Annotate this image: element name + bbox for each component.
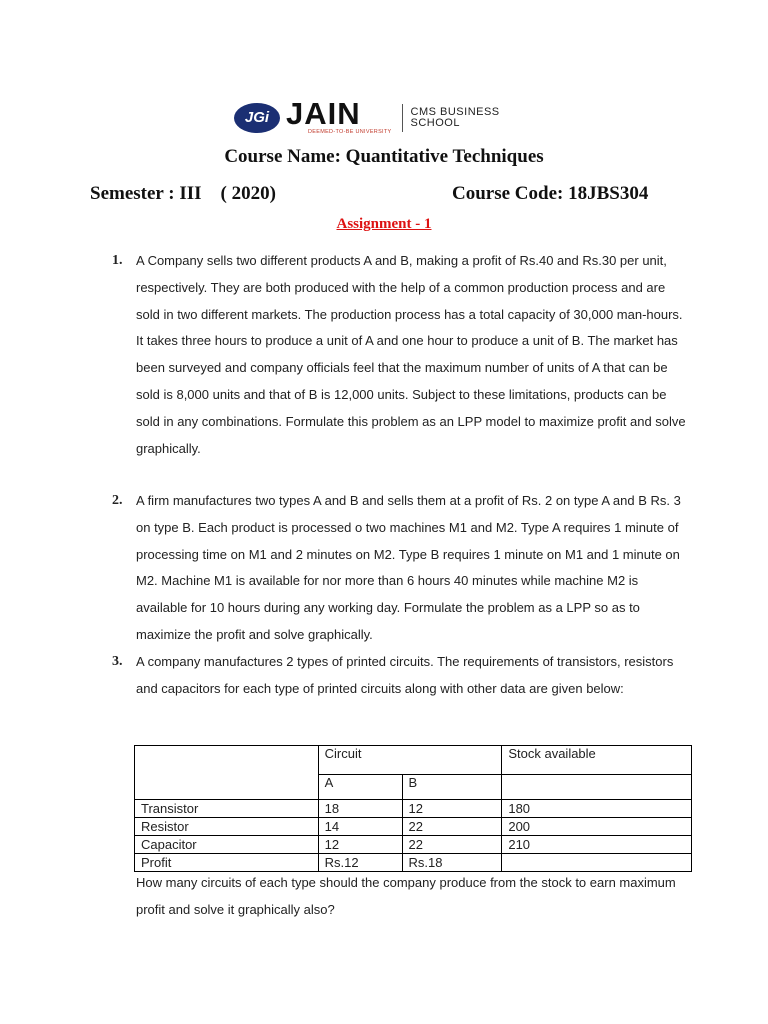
course-code-heading: Course Code: 18JBS304 [452,183,649,204]
row-label: Capacitor [135,836,319,854]
stock-value: 180 [502,800,692,818]
circuit-b-header-cell: B [402,775,502,800]
row-label: Resistor [135,818,319,836]
logo-divider [402,104,403,132]
stock-value: 200 [502,818,692,836]
question-text: A firm manufactures two types A and B and sells them at a profit of Rs. 2 on type A and B Rs. 3 on type B. Each product is processed o two machines M1 and M2. Type A requires 1 minute of processing time on M1 and 2 minutes on M2. Type B requires 1 minute on M1 and 1 minute on M2. Machine M1 is available for nor more than 6 hours 40 minutes while machine M2 is available for 10 hours during any working day. Formulate the problem as a LPP so as to maximize the profit and solve graphically. [136,493,681,642]
table-row [135,836,692,854]
circuit-a-header-cell: A [318,775,402,800]
school-name-line-2: SCHOOL [410,116,460,129]
question-2 [112,488,692,649]
question-number: 3. [112,654,123,669]
circuit-a-value: 14 [318,818,402,836]
semester-heading: Semester : III ( 2020) [90,183,276,204]
stock-header-cell: Stock available [502,746,692,775]
school-name [411,107,500,129]
table-header-row [135,746,692,775]
jgi-logo-badge: JGi [234,103,280,133]
circuit-a-value: 12 [318,836,402,854]
circuit-b-value: 22 [402,836,502,854]
question-number: 2. [112,493,123,508]
assignment-title: Assignment - 1 [336,216,432,232]
table-corner-cell [135,746,319,800]
circuit-header-cell: Circuit [318,746,502,775]
circuit-a-value: Rs.12 [318,854,402,872]
row-label: Transistor [135,800,319,818]
question-3 [112,649,692,703]
closing-question-text: How many circuits of each type should the company produce from the stock to earn maximum profit and solve it graphically also? [136,875,676,917]
jain-logo-subtitle: DEEMED-TO-BE UNIVERSITY [308,129,392,135]
school-name-line-1: CMS BUSINESS [410,105,500,118]
jain-logo-word: JAIN [286,96,361,131]
course-name-heading: Course Name: Quantitative Techniques [224,146,544,167]
circuit-a-value: 18 [318,800,402,818]
circuit-b-value: 12 [402,800,502,818]
jain-wordmark [286,96,392,135]
table-row [135,800,692,818]
circuit-b-value: Rs.18 [402,854,502,872]
circuit-b-value: 22 [402,818,502,836]
stock-empty-cell [502,775,692,800]
question-number: 1. [112,253,123,268]
question-text: A company manufactures 2 types of printed circuits. The requirements of transistors, resistors and capacitors for each type of printed circuits along with other data are given below: [136,654,674,696]
question-1 [112,248,692,462]
question-text: A Company sells two different products A and B, making a profit of Rs.40 and Rs.30 per unit, respectively. They are both produced with the help of a common production process and are sold in two different markets. The production process has a total capacity of 30,000 man-hours. It takes three hours to produce a unit of A and one hour to produce a unit of B. The market has been surveyed and company officials feel that the maximum number of units of A that can be sold is 8,000 units and that of B is 12,000 units. Subject to these limitations, products can be sold in any combinations. Formulate this problem as an LPP model to maximize profit and solve graphically. [136,253,686,456]
stock-value: 210 [502,836,692,854]
university-logo [234,96,500,135]
table-row [135,818,692,836]
circuit-requirements-table [134,745,692,872]
row-label: Profit [135,854,319,872]
